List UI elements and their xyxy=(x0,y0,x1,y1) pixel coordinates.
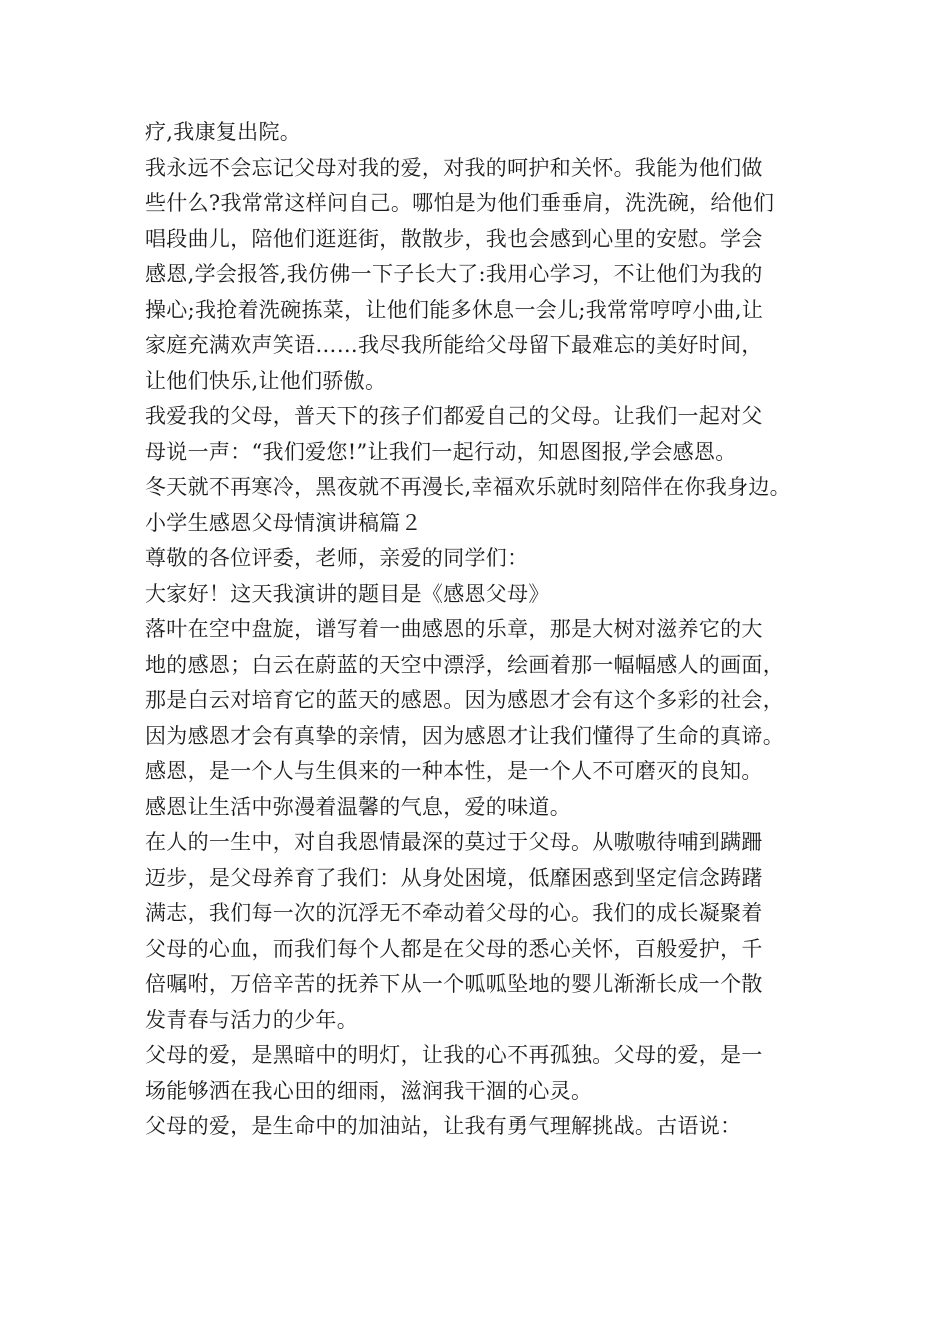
text-line: 满志，我们每一次的沉浮无不牵动着父母的心。我们的成长凝聚着 xyxy=(145,901,763,925)
text-line: 父母的心血，而我们每个人都是在父母的悉心关怀，百般爱护，千 xyxy=(145,936,763,961)
text-line: 感恩让生活中弥漫着温馨的气息，爱的味道。 xyxy=(145,794,571,819)
text-line: 感恩,学会报答,我仿佛一下子长大了:我用心学习，不让他们为我的 xyxy=(145,262,763,286)
text-line: 尊敬的各位评委，老师，亲爱的同学们： xyxy=(145,546,529,570)
text-line: 感恩，是一个人与生俱来的一种本性，是一个人不可磨灭的良知。 xyxy=(145,759,763,783)
text-line: 冬天就不再寒冷，黑夜就不再漫长,幸福欢乐就时刻陪伴在你我身边。 xyxy=(145,475,791,499)
text-line: 因为感恩才会有真挚的亲情，因为感恩才让我们懂得了生命的真谛。 xyxy=(145,723,784,748)
text-line: 疗,我康复出院。 xyxy=(145,120,302,144)
text-line: 我永远不会忘记父母对我的爱，对我的呵护和关怀。我能为他们做 xyxy=(145,155,763,180)
text-line: 迈步，是父母养育了我们：从身处困境，低靡困惑到坚定信念踌躇 xyxy=(145,865,763,890)
text-line: 地的感恩；白云在蔚蓝的天空中漂浮，绘画着那一幅幅感人的画面， xyxy=(145,652,784,677)
text-line: 父母的爱，是生命中的加油站，让我有勇气理解挑战。古语说： xyxy=(145,1114,742,1138)
document-body xyxy=(145,115,835,1145)
text-line: 大家好！这天我演讲的题目是《感恩父母》 xyxy=(145,581,550,606)
text-line: 操心;我抢着洗碗拣菜，让他们能多休息一会儿;我常常哼哼小曲,让 xyxy=(145,297,764,322)
text-line: 场能够洒在我心田的细雨，滋润我干涸的心灵。 xyxy=(145,1078,593,1103)
section-heading: 小学生感恩父母情演讲稿篇２ xyxy=(145,510,422,535)
text-line: 让他们快乐,让他们骄傲。 xyxy=(145,368,387,393)
text-line: 倍嘱咐，万倍辛苦的抚养下从一个呱呱坠地的婴儿渐渐长成一个散 xyxy=(145,972,763,996)
text-line: 在人的一生中，对自我恩情最深的莫过于父母。从嗷嗷待哺到蹒跚 xyxy=(145,830,763,854)
text-line: 些什么?我常常这样问自己。哪怕是为他们垂垂肩，洗洗碗，给他们 xyxy=(145,191,775,215)
text-line: 唱段曲儿，陪他们逛逛街，散散步，我也会感到心里的安慰。学会 xyxy=(145,226,763,251)
text-line: 发青春与活力的少年。 xyxy=(145,1007,358,1032)
text-line: 那是白云对培育它的蓝天的感恩。因为感恩才会有这个多彩的社会， xyxy=(145,688,784,712)
text-line: 父母的爱，是黑暗中的明灯，让我的心不再孤独。父母的爱，是一 xyxy=(145,1043,763,1067)
text-line: 母说一声：“我们爱您!”让我们一起行动，知恩图报,学会感恩。 xyxy=(145,439,737,464)
text-line: 家庭充满欢声笑语……我尽我所能给父母留下最难忘的美好时间， xyxy=(145,333,763,357)
text-line: 我爱我的父母，普天下的孩子们都爱自己的父母。让我们一起对父 xyxy=(145,404,763,428)
text-line: 落叶在空中盘旋，谱写着一曲感恩的乐章，那是大树对滋养它的大 xyxy=(145,617,763,641)
